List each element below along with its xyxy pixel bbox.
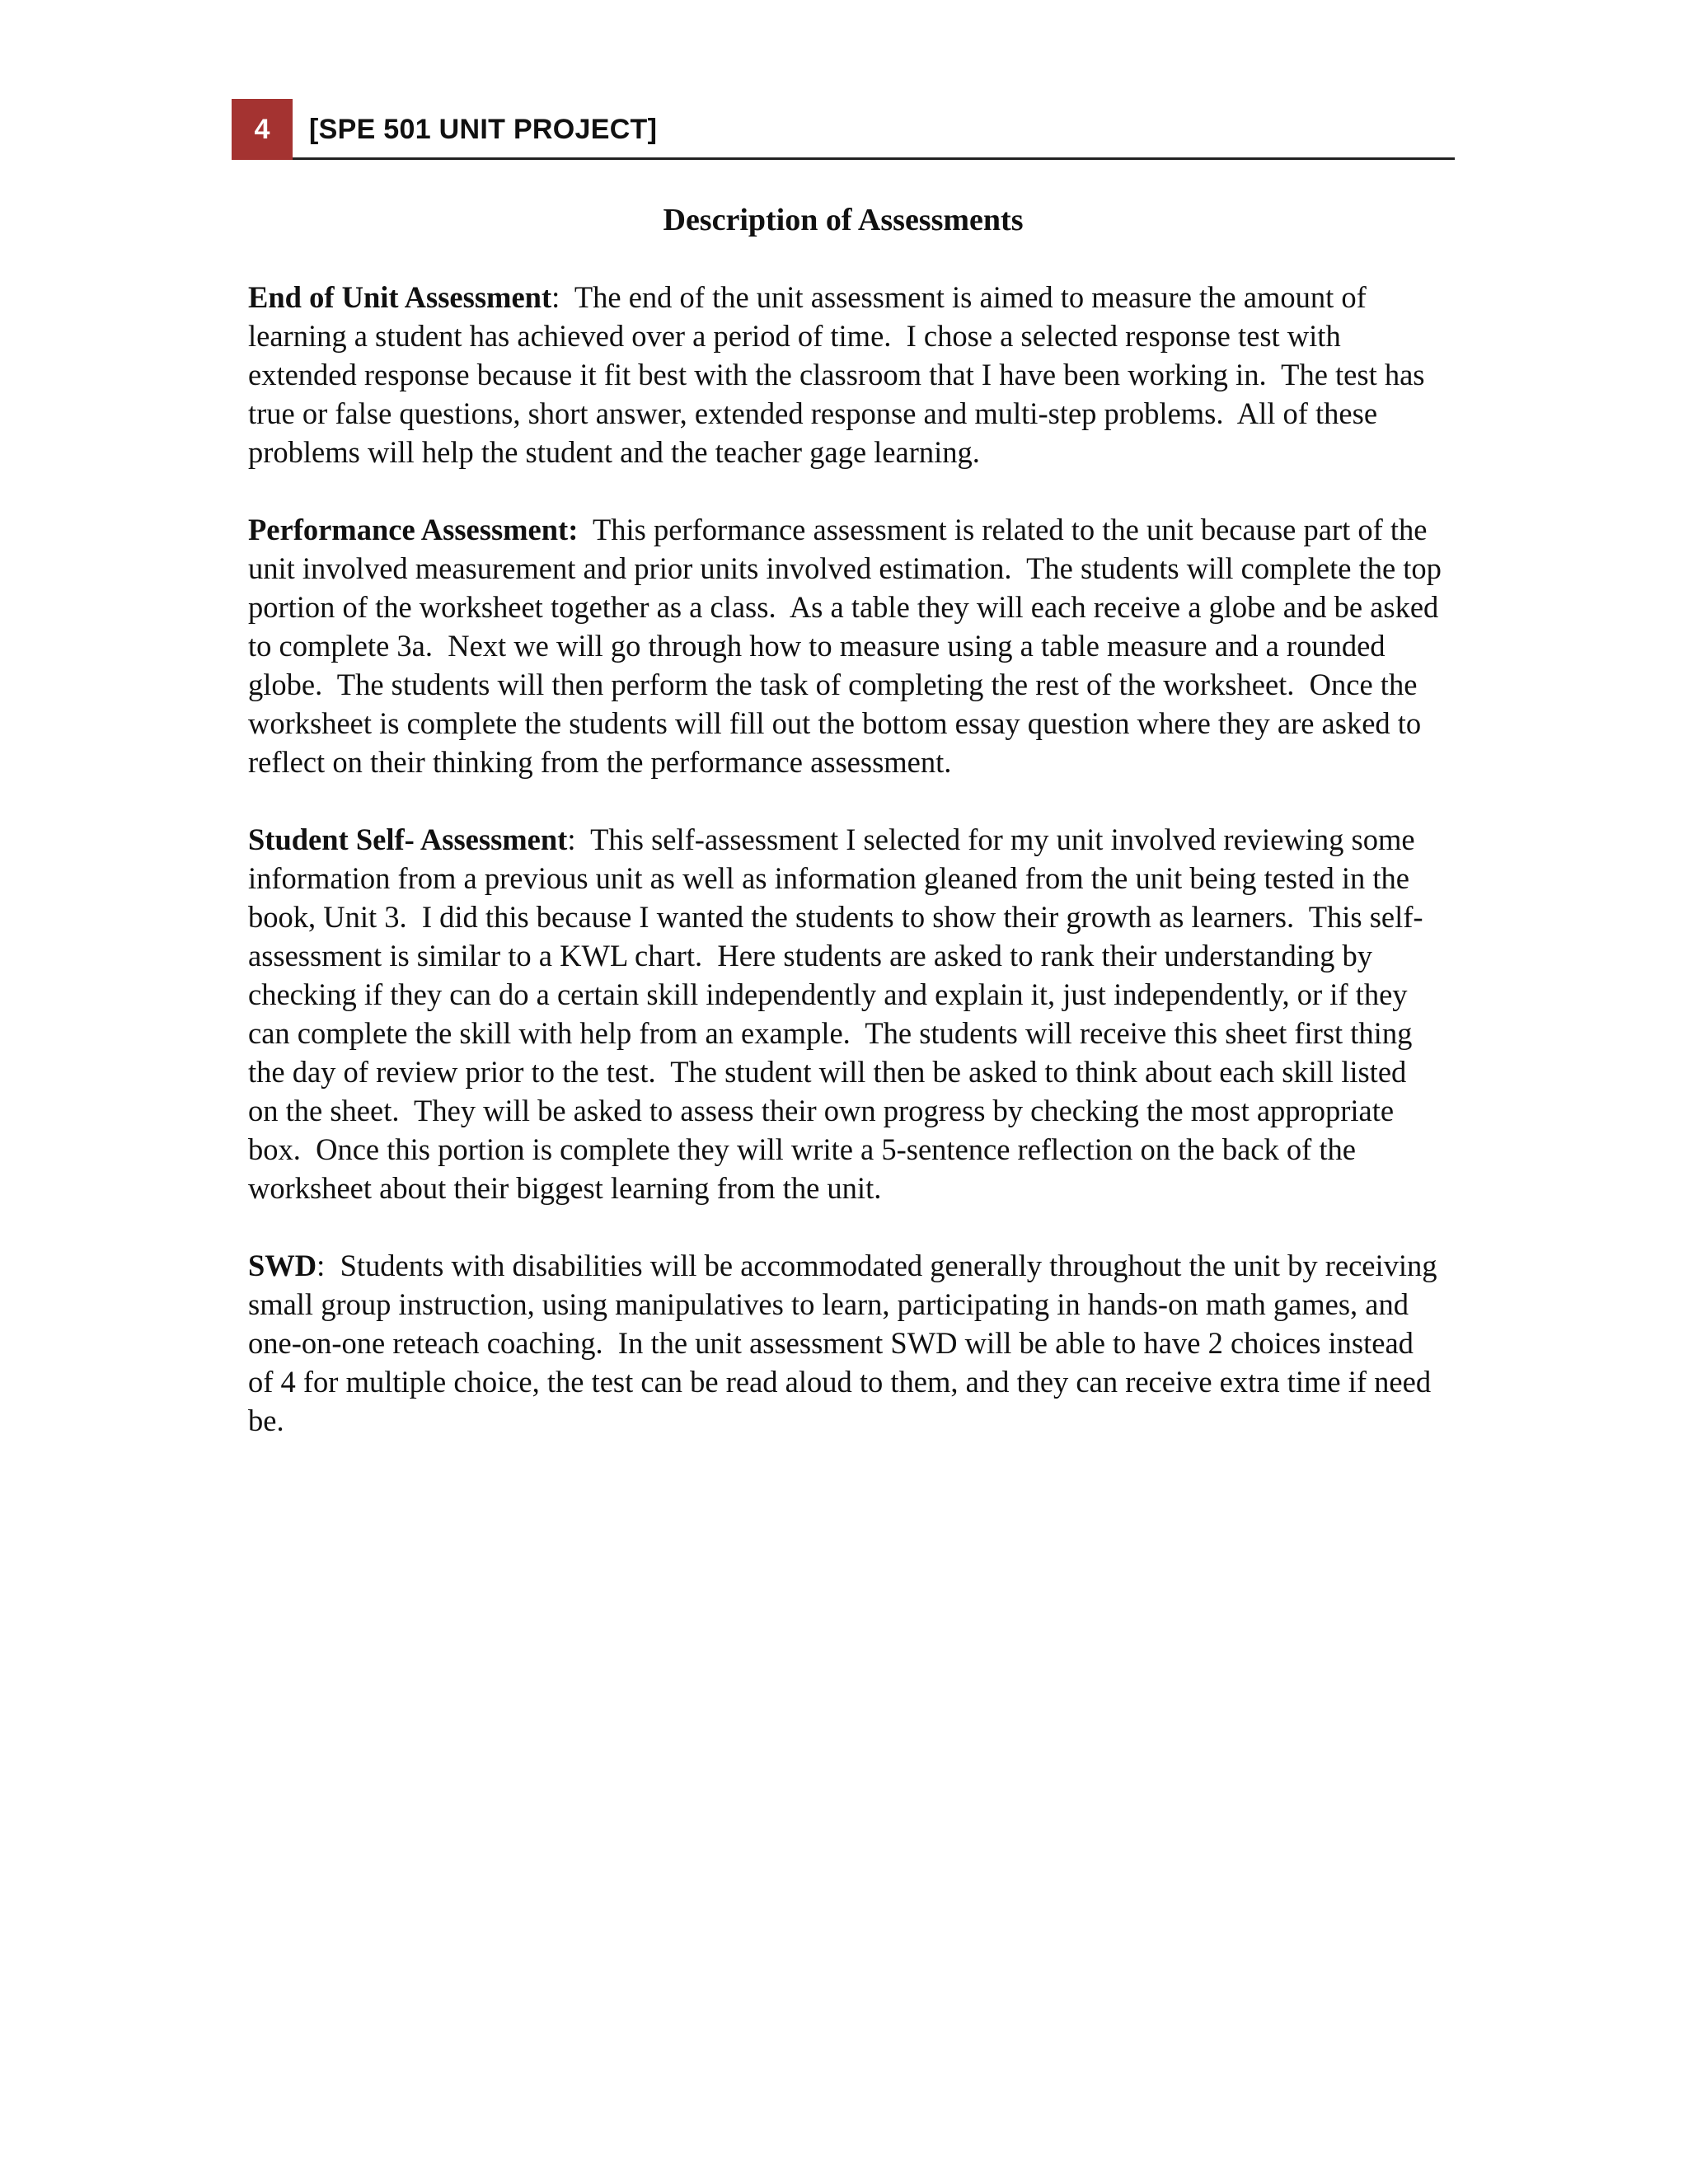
section-paragraph: [248, 820, 1443, 1207]
section-body: The end of the unit assessment is aimed to measure the amount of learning a student has achieved over a period of time. I chose a selected response test with extended response because it fit best with the classroom that I have been working in. The test has true or false questions, short answer, extended response and multi-step problems. All of these problems will help the student and the teacher gage learning.: [248, 280, 1432, 469]
section-paragraph: [248, 510, 1450, 781]
section-end-of-unit-assessment: [248, 278, 1443, 471]
heading-separator: [578, 513, 593, 546]
page-number: 4: [232, 99, 293, 160]
heading-separator: :: [551, 280, 574, 314]
section-swd: [248, 1246, 1443, 1440]
section-paragraph: [248, 278, 1443, 471]
section-performance-assessment: [248, 510, 1450, 781]
section-paragraph: [248, 1246, 1443, 1440]
section-heading: Student Self- Assessment: [248, 823, 568, 856]
document-body: [248, 278, 1450, 1479]
section-body: Students with disabilities will be accommodated generally throughout the unit by receiving small group instruction, using manipulatives to learn, participating in hands-on math games, and one-on-one reteach coaching. In the unit assessment SWD will be able to have 2 choices instead of 4 for multiple choice, the test can be read aloud to them, and they can receive extra time if need be.: [248, 1249, 1445, 1437]
section-body: This self-assessment I selected for my unit involved reviewing some information from a previous unit as well as information gleaned from the unit being tested in the book, Unit 3. I did this because I wanted the students to show their growth as learners. This self-assessment is similar to a KWL chart. Here students are asked to rank their understanding by checking if they can do a certain skill independently and explain it, just independently, or if they can complete the skill with help from an example. The students will receive this sheet first thing the day of review prior to the test. The student will then be asked to think about each skill listed on the sheet. They will be asked to assess their own progress by checking the most appropriate box. Once this portion is complete they will write a 5-sentence reflection on the back of the worksheet about their biggest learning from the unit.: [248, 823, 1423, 1205]
document-title: Description of Assessments: [663, 203, 1024, 237]
section-heading: Performance Assessment:: [248, 513, 579, 546]
section-student-self-assessment: [248, 820, 1443, 1207]
header-title: [SPE 501 UNIT PROJECT]: [309, 113, 658, 145]
heading-separator: :: [316, 1249, 340, 1282]
section-heading: End of Unit Assessment: [248, 280, 552, 314]
section-body: This performance assessment is related to the unit because part of the unit involved measurement and prior units involved estimation. The students will complete the top portion of the worksheet together as a class. As a table they will each receive a globe and be asked to complete 3a. Next we will go through how to measure using a table measure and a rounded globe. The students will then perform the task of completing the rest of the worksheet. Once the worksheet is complete the students will fill out the bottom essay question where they are asked to reflect on their thinking from the performance assessment.: [248, 513, 1450, 779]
heading-separator: :: [567, 823, 591, 856]
page-header: [232, 99, 1455, 160]
section-heading: SWD: [248, 1249, 317, 1282]
